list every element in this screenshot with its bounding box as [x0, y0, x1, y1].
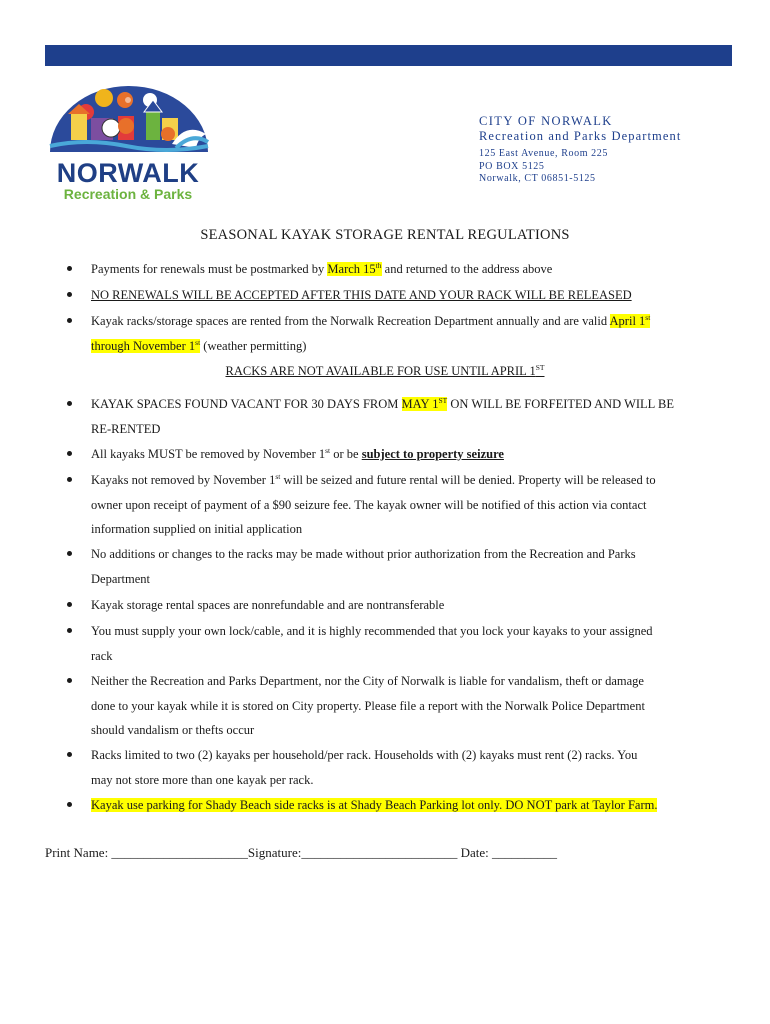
bullet-icon — [67, 551, 72, 556]
bullet-icon — [67, 602, 72, 607]
header-bar — [45, 45, 732, 66]
norwalk-logo — [46, 82, 216, 208]
rule-liability: Neither the Recreation and Parks Department, nor the City of Norwalk is liable for vandalism, theft or damage done to your kayak while it is stored on City property. Please file a report with the Norwalk Police Department should vandalism or thefts occur — [91, 674, 645, 737]
logo-emblem-icon — [46, 82, 216, 162]
address-line-3: Norwalk, CT 06851-5125 — [479, 173, 596, 184]
bullet-icon — [67, 477, 72, 482]
signature-line: Print Name: _____________________Signature:________________________ Date: __________ — [45, 845, 558, 860]
rule-parking: Kayak use parking for Shady Beach side racks is at Shady Beach Parking lot only. DO NOT park at Taylor Farm. — [91, 798, 658, 812]
rule-rental-period: Kayak racks/storage spaces are rented from the Norwalk Recreation Department annually and are valid April 1st through November 1st (weather permitting) — [91, 313, 651, 353]
bullet-icon — [67, 451, 72, 456]
rule-rack-limit: Racks limited to two (2) kayaks per household/per rack. Households with (2) kayaks must rent (2) racks. You may not store more than one kayak per rack. — [91, 748, 638, 787]
department-address-block — [479, 114, 681, 186]
logo-wordmark: NORWALK — [56, 158, 200, 188]
bullet-icon — [67, 752, 72, 757]
bullet-icon — [67, 292, 72, 297]
department-name: Recreation and Parks Department — [479, 129, 682, 143]
rule-nonrefundable: Kayak storage rental spaces are nonrefundable and are nontransferable — [91, 598, 445, 612]
rule-seizure: Kayaks not removed by November 1st will be seized and future rental will be denied. Property will be released to owner upon receipt of payment of a $90 seizure fee. The kayak owner will be notified of this action via contact information supplied on initial application — [91, 472, 656, 536]
rule-removal-deadline: All kayaks MUST be removed by November 1st or be subject to property seizure — [91, 446, 504, 461]
rule-no-modifications: No additions or changes to the racks may be made without prior authorization from the Recreation and Parks Department — [91, 547, 636, 586]
availability-note: RACKS ARE NOT AVAILABLE FOR USE UNTIL APRIL 1ST — [225, 363, 545, 378]
address-line-1: 125 East Avenue, Room 225 — [479, 148, 608, 159]
city-name: CITY OF NORWALK — [479, 114, 613, 128]
address-line-2: PO BOX 5125 — [479, 160, 545, 172]
bullet-icon — [67, 802, 72, 807]
page-title: SEASONAL KAYAK STORAGE RENTAL REGULATIONS — [200, 227, 570, 243]
logo-subtitle: Recreation & Parks — [63, 186, 193, 202]
bullet-icon — [67, 318, 72, 323]
bullet-icon — [67, 401, 72, 406]
bullet-icon — [67, 678, 72, 683]
bullet-icon — [67, 266, 72, 271]
bullet-icon — [67, 628, 72, 633]
rule-no-renewals: NO RENEWALS WILL BE ACCEPTED AFTER THIS DATE AND YOUR RACK WILL BE RELEASED — [91, 288, 632, 302]
rule-lock-cable: You must supply your own lock/cable, and it is highly recommended that you lock your kayaks to your assigned rack — [91, 624, 653, 663]
rule-renewal-postmark: Payments for renewals must be postmarked by March 15th and returned to the address above — [91, 261, 553, 276]
rule-vacant-forfeit: KAYAK SPACES FOUND VACANT FOR 30 DAYS FROM MAY 1ST ON WILL BE FORFEITED AND WILL BE RE-RENTED — [91, 396, 674, 436]
